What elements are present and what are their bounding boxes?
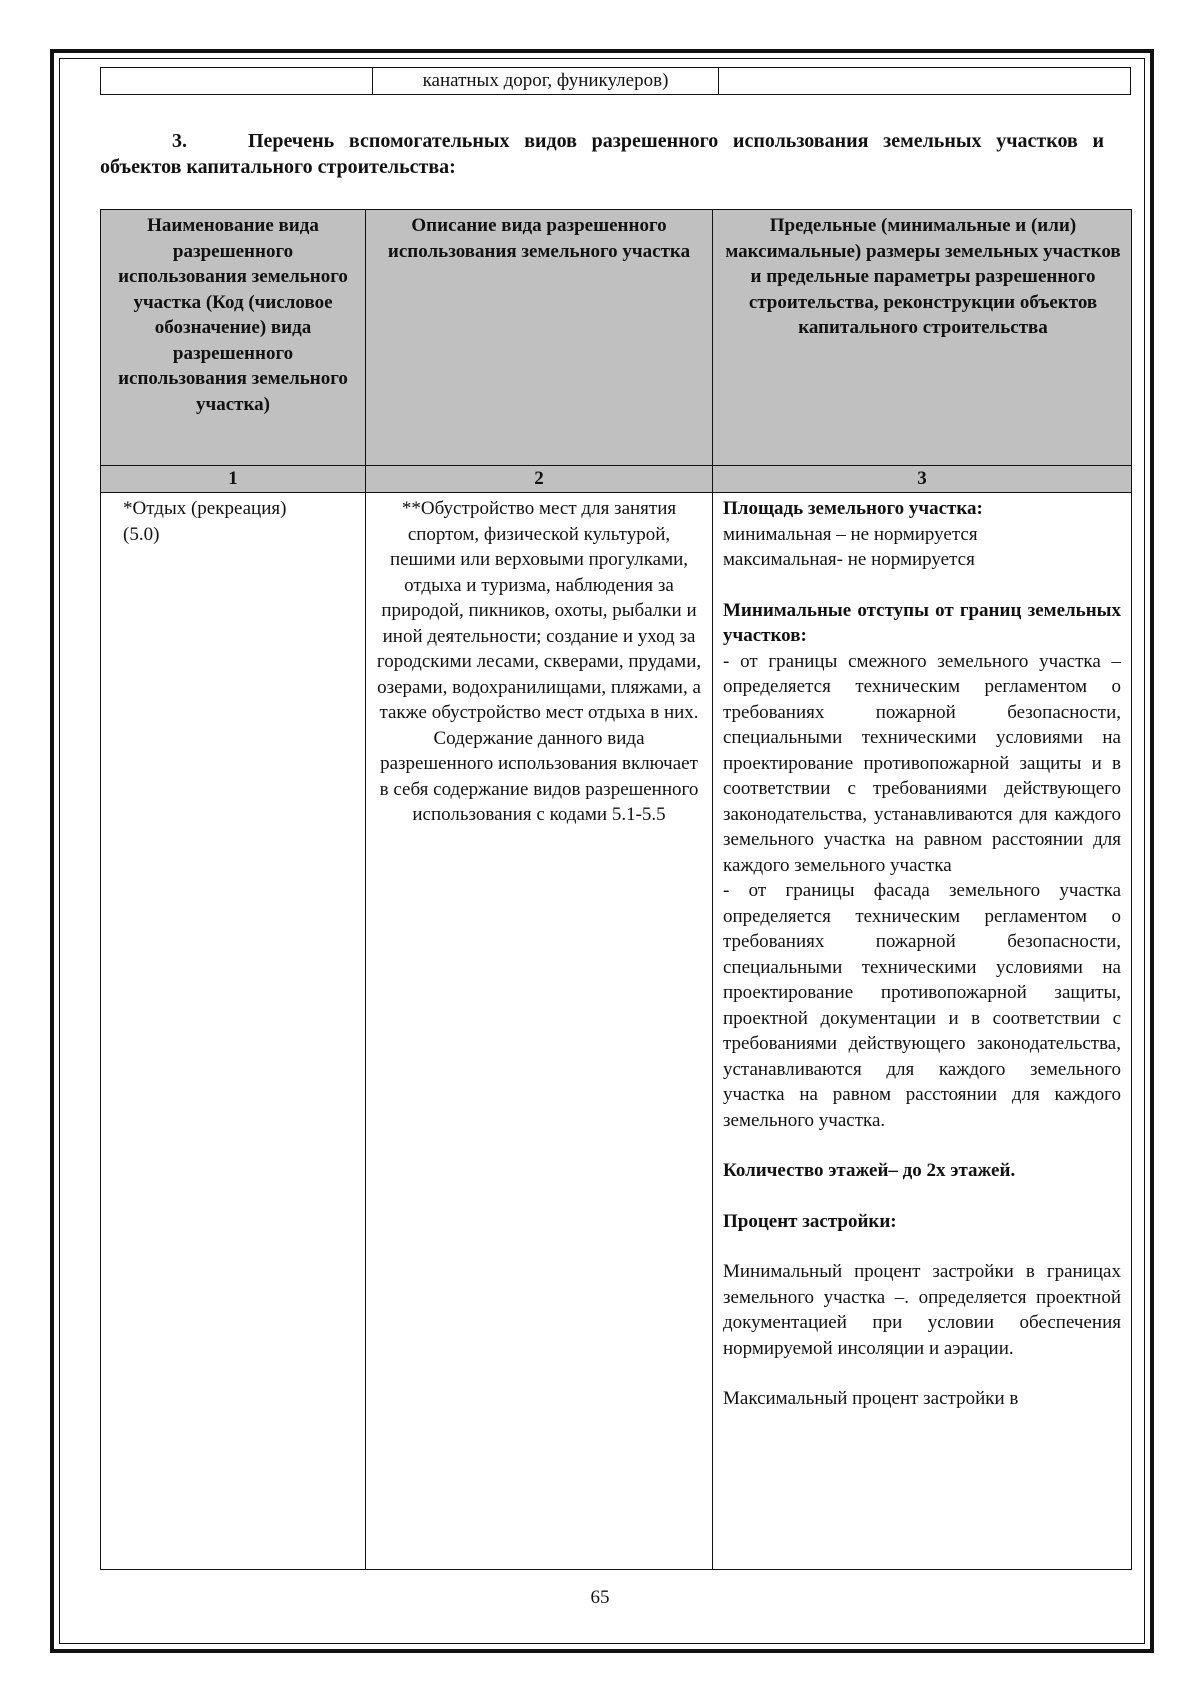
limit-params-cell [713,493,1132,1570]
section-title: Перечень вспомогательных видов разрешенного использования земельных участков и объектов капитального строительства: [100,130,1104,178]
page-number: 65 [590,1587,610,1608]
use-name: *Отдых (рекреация) [123,498,287,519]
area-max: максимальная- не нормируется [723,549,975,570]
coverage-heading: Процент застройки: [723,1210,897,1232]
header-use-name: Наименование вида разрешенного использования земельного участка (Код (числовое обозначение) вида разрешенного использования земельного участка) [101,210,366,466]
table-row [101,493,1132,1570]
column-number: 2 [366,466,713,493]
header-use-description: Описание вида разрешенного использования земельного участка [366,210,713,466]
section-heading [100,128,1104,180]
area-heading: Площадь земельного участка: [723,498,983,519]
continuation-cell-2: канатных дорог, фуникулеров) [373,68,719,95]
column-number: 1 [101,466,366,493]
coverage-max: Максимальный процент застройки в [723,1388,1019,1409]
use-code: (5.0) [123,523,160,545]
column-number: 3 [713,466,1132,493]
area-min: минимальная – не нормируется [723,523,978,545]
setback-adjacent: - от границы смежного земельного участка – определяется техническим регламентом о требованиях пожарной безопасности, специальными техническими условиями на проектирование противопожарной защиты и в соответствии с требованиями действующего законодательства, устанавливаются для каждого земельного участка на равном расстоянии для каждого земельного участка [723,650,1121,876]
section-number: 3. [172,130,187,152]
permitted-use-table [100,209,1132,1570]
table-header-row [101,210,1132,466]
column-number-row [101,466,1132,493]
header-limit-params: Предельные (минимальные и (или) максимальные) размеры земельных участков и предельные параметры разрешенного строительства, реконструкции объектов капитального строительства [713,210,1132,466]
continuation-cell-3 [719,68,1131,95]
use-description-cell: **Обустройство мест для занятия спортом, физической культурой, пешими или верховыми прогулками, отдыха и туризма, наблюдения за природой, пикников, охоты, рыбалки и иной деятельности; создание и уход за городскими лесами, скверами, прудами, озерами, водохранилищами, пляжами, а также обустройство мест отдыха в них. Содержание данного вида разрешенного использования включает в себя содержание видов разрешенного использования с кодами 5.1-5.5 [366,493,713,1570]
floors-limit: Количество этажей– до 2х этажей. [723,1160,1016,1181]
setback-facade: - от границы фасада земельного участка определяется техническим регламентом о требованиях пожарной безопасности, специальными техническими условиями на проектирование противопожарной защиты, проектной документации и в соответствии с требованиями действующего законодательства, устанавливаются для каждого земельного участка на равном расстоянии для каждого земельного участка. [723,880,1121,1131]
setbacks-heading: Минимальные отступы от границ земельных участков: [723,599,1121,646]
continuation-table-row [100,67,1131,95]
coverage-min: Минимальный процент застройки в границах земельного участка –. определяется проектной документацией при условии обеспечения нормируемой инсоляции и аэрации. [723,1261,1121,1359]
use-name-cell [101,493,366,1570]
continuation-cell-1 [101,68,373,95]
